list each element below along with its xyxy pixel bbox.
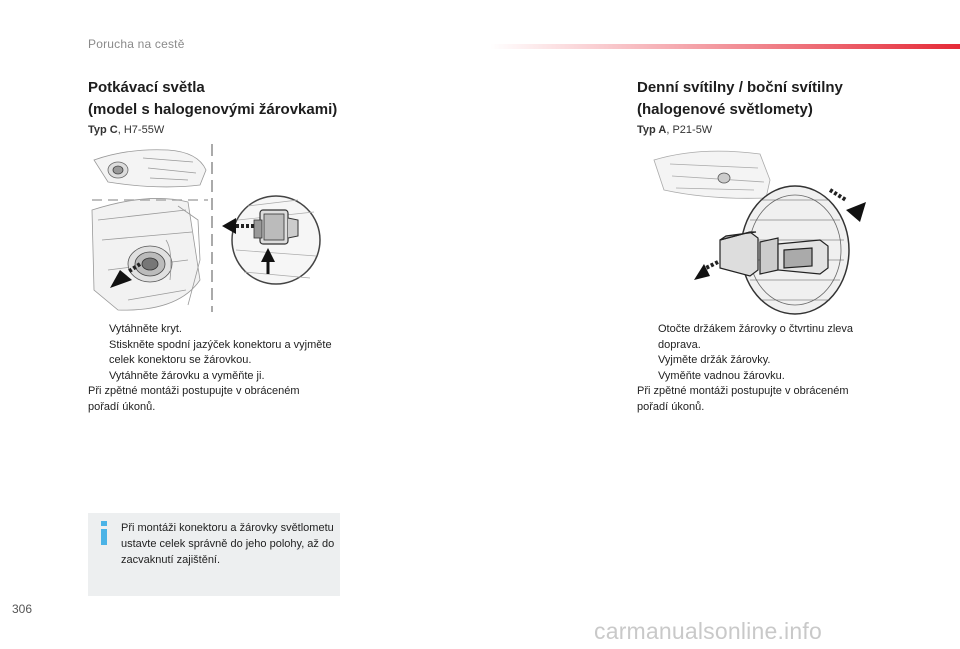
info-note bbox=[88, 513, 340, 596]
left-bulb-type bbox=[88, 124, 164, 136]
closing-text: Při zpětné montáži postupujte v obráceném bbox=[637, 385, 849, 397]
bullet-icon bbox=[637, 369, 658, 385]
right-section-title bbox=[637, 77, 843, 121]
bullet-icon bbox=[88, 369, 109, 385]
closing-text: Při zpětné montáži postupujte v obráceném bbox=[88, 385, 300, 397]
step-text: Vyměňte vadnou žárovku. bbox=[658, 369, 785, 382]
header-title: Porucha na cestě bbox=[88, 37, 185, 51]
header-accent-bar bbox=[490, 44, 960, 49]
left-type-label: Typ C bbox=[88, 124, 118, 136]
closing-text: pořadí úkonů. bbox=[637, 400, 705, 413]
list-item bbox=[637, 353, 887, 369]
step-text: Vytáhněte kryt. bbox=[109, 323, 182, 335]
left-steps bbox=[88, 322, 338, 415]
right-type-value: , P21-5W bbox=[666, 124, 713, 136]
step-text: Stiskněte spodní jazýček konektoru a vyjměte celek konektoru se žárovkou. bbox=[109, 338, 332, 366]
right-bulb-type bbox=[637, 124, 712, 136]
step-text: Vytáhněte žárovku a vyměňte ji. bbox=[109, 369, 265, 382]
note-text: Při montáži konektoru a žárovky světlometu ustavte celek správně do jeho polohy, až do zacvaknutí zajištění. bbox=[121, 522, 335, 566]
right-type-label: Typ A bbox=[637, 124, 667, 136]
bullet-icon bbox=[637, 353, 658, 369]
step-text: Otočte držákem žárovky o čtvrtinu zleva doprava. bbox=[658, 323, 854, 351]
daytime-lamp-illustration bbox=[650, 140, 880, 315]
bullet-icon bbox=[637, 322, 658, 353]
watermark: carmanualsonline.info bbox=[594, 618, 822, 644]
page-number: 306 bbox=[12, 602, 33, 616]
list-item bbox=[637, 369, 887, 385]
left-title-line2: (model s halogenovými žárovkami) bbox=[88, 101, 338, 118]
right-title-line2: (halogenové světlomety) bbox=[637, 101, 813, 118]
right-title-line1: Denní svítilny / boční svítilny bbox=[637, 79, 843, 96]
left-type-value: , H7-55W bbox=[117, 124, 165, 136]
list-item bbox=[88, 369, 338, 385]
bullet-icon bbox=[88, 338, 109, 369]
info-icon bbox=[98, 521, 110, 545]
list-item bbox=[88, 338, 338, 369]
closing-text: pořadí úkonů. bbox=[88, 400, 156, 413]
list-item bbox=[88, 322, 338, 338]
bullet-icon bbox=[88, 322, 109, 338]
left-section-title bbox=[88, 77, 337, 121]
left-title-line1: Potkávací světla bbox=[88, 79, 205, 96]
step-text: Vyjměte držák žárovky. bbox=[658, 354, 771, 366]
low-beam-illustration bbox=[88, 140, 340, 315]
right-steps bbox=[637, 322, 887, 415]
list-item bbox=[637, 322, 887, 353]
